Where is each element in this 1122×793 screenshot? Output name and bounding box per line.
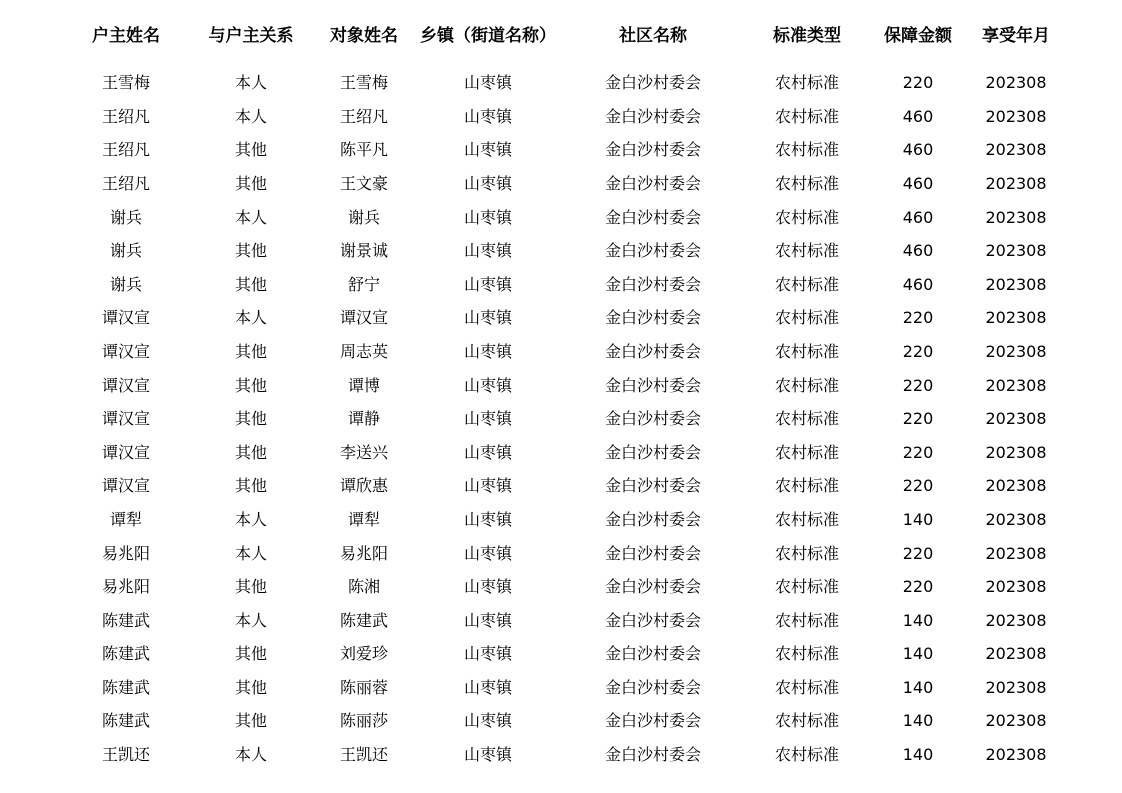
cell-amount: 140 bbox=[902, 610, 934, 630]
cell-person-name: 王雪梅 bbox=[339, 73, 388, 93]
table-row bbox=[60, 301, 1062, 335]
table-row bbox=[60, 133, 1062, 167]
cell-relation: 其他 bbox=[234, 711, 267, 731]
cell-householder-name: 易兆阳 bbox=[101, 543, 150, 563]
cell-householder-name: 谢兵 bbox=[109, 241, 142, 261]
cell-period: 202308 bbox=[985, 577, 1047, 597]
cell-township: 山枣镇 bbox=[463, 543, 512, 563]
cell-standard-type: 农村标准 bbox=[774, 409, 839, 429]
cell-community: 金白沙村委会 bbox=[604, 476, 701, 496]
cell-community: 金白沙村委会 bbox=[604, 745, 701, 765]
column-header-township: 乡镇（街道名称） bbox=[420, 25, 556, 46]
cell-person-name: 刘爱珍 bbox=[339, 644, 388, 664]
cell-householder-name: 陈建武 bbox=[101, 644, 150, 664]
column-header-standard-type: 标准类型 bbox=[773, 25, 841, 46]
cell-community: 金白沙村委会 bbox=[604, 543, 701, 563]
cell-standard-type: 农村标准 bbox=[774, 543, 839, 563]
cell-township: 山枣镇 bbox=[463, 711, 512, 731]
cell-amount: 460 bbox=[902, 274, 934, 294]
cell-person-name: 陈平凡 bbox=[339, 140, 388, 160]
cell-person-name: 谭静 bbox=[347, 409, 380, 429]
cell-relation: 本人 bbox=[234, 610, 267, 630]
cell-relation: 本人 bbox=[234, 745, 267, 765]
cell-community: 金白沙村委会 bbox=[604, 106, 701, 126]
cell-township: 山枣镇 bbox=[463, 577, 512, 597]
table-row bbox=[60, 604, 1062, 638]
cell-standard-type: 农村标准 bbox=[774, 241, 839, 261]
cell-period: 202308 bbox=[985, 274, 1047, 294]
cell-period: 202308 bbox=[985, 610, 1047, 630]
cell-householder-name: 王绍凡 bbox=[101, 106, 150, 126]
cell-period: 202308 bbox=[985, 375, 1047, 395]
cell-township: 山枣镇 bbox=[463, 677, 512, 697]
cell-householder-name: 谭汉宣 bbox=[101, 308, 150, 328]
cell-township: 山枣镇 bbox=[463, 442, 512, 462]
cell-person-name: 谢兵 bbox=[347, 207, 380, 227]
cell-township: 山枣镇 bbox=[463, 375, 512, 395]
cell-period: 202308 bbox=[985, 140, 1047, 160]
cell-person-name: 易兆阳 bbox=[339, 543, 388, 563]
cell-standard-type: 农村标准 bbox=[774, 274, 839, 294]
cell-community: 金白沙村委会 bbox=[604, 711, 701, 731]
cell-township: 山枣镇 bbox=[463, 274, 512, 294]
cell-community: 金白沙村委会 bbox=[604, 442, 701, 462]
cell-period: 202308 bbox=[985, 73, 1047, 93]
cell-township: 山枣镇 bbox=[463, 140, 512, 160]
column-header-person-name: 对象姓名 bbox=[330, 25, 398, 46]
cell-period: 202308 bbox=[985, 241, 1047, 261]
cell-amount: 220 bbox=[902, 577, 934, 597]
cell-householder-name: 谢兵 bbox=[109, 274, 142, 294]
cell-community: 金白沙村委会 bbox=[604, 207, 701, 227]
cell-township: 山枣镇 bbox=[463, 207, 512, 227]
cell-standard-type: 农村标准 bbox=[774, 375, 839, 395]
cell-amount: 140 bbox=[902, 745, 934, 765]
table-row bbox=[60, 268, 1062, 302]
cell-standard-type: 农村标准 bbox=[774, 341, 839, 361]
benefit-records-table bbox=[60, 14, 1062, 771]
cell-relation: 本人 bbox=[234, 543, 267, 563]
cell-period: 202308 bbox=[985, 711, 1047, 731]
cell-householder-name: 谢兵 bbox=[109, 207, 142, 227]
cell-township: 山枣镇 bbox=[463, 241, 512, 261]
table-row bbox=[60, 368, 1062, 402]
cell-householder-name: 王凯还 bbox=[101, 745, 150, 765]
cell-person-name: 陈建武 bbox=[339, 610, 388, 630]
cell-person-name: 舒宁 bbox=[347, 274, 380, 294]
cell-community: 金白沙村委会 bbox=[604, 409, 701, 429]
cell-community: 金白沙村委会 bbox=[604, 73, 701, 93]
cell-standard-type: 农村标准 bbox=[774, 140, 839, 160]
cell-period: 202308 bbox=[985, 476, 1047, 496]
column-header-householder-name: 户主姓名 bbox=[92, 25, 160, 46]
cell-householder-name: 陈建武 bbox=[101, 677, 150, 697]
cell-relation: 本人 bbox=[234, 509, 267, 529]
table-row bbox=[60, 570, 1062, 604]
cell-standard-type: 农村标准 bbox=[774, 476, 839, 496]
cell-standard-type: 农村标准 bbox=[774, 644, 839, 664]
cell-person-name: 陈丽蓉 bbox=[339, 677, 388, 697]
cell-township: 山枣镇 bbox=[463, 509, 512, 529]
cell-community: 金白沙村委会 bbox=[604, 241, 701, 261]
cell-amount: 220 bbox=[902, 543, 934, 563]
cell-township: 山枣镇 bbox=[463, 644, 512, 664]
cell-period: 202308 bbox=[985, 543, 1047, 563]
cell-standard-type: 农村标准 bbox=[774, 577, 839, 597]
cell-amount: 460 bbox=[902, 140, 934, 160]
cell-community: 金白沙村委会 bbox=[604, 677, 701, 697]
table-row bbox=[60, 536, 1062, 570]
cell-township: 山枣镇 bbox=[463, 476, 512, 496]
cell-standard-type: 农村标准 bbox=[774, 73, 839, 93]
cell-amount: 140 bbox=[902, 644, 934, 664]
cell-amount: 220 bbox=[902, 375, 934, 395]
cell-period: 202308 bbox=[985, 745, 1047, 765]
cell-standard-type: 农村标准 bbox=[774, 207, 839, 227]
table-row bbox=[60, 704, 1062, 738]
cell-community: 金白沙村委会 bbox=[604, 341, 701, 361]
cell-person-name: 陈湘 bbox=[347, 577, 380, 597]
cell-householder-name: 陈建武 bbox=[101, 711, 150, 731]
cell-relation: 本人 bbox=[234, 73, 267, 93]
cell-amount: 460 bbox=[902, 241, 934, 261]
cell-amount: 140 bbox=[902, 509, 934, 529]
cell-amount: 220 bbox=[902, 73, 934, 93]
cell-community: 金白沙村委会 bbox=[604, 274, 701, 294]
cell-relation: 本人 bbox=[234, 106, 267, 126]
cell-period: 202308 bbox=[985, 207, 1047, 227]
table-row bbox=[60, 167, 1062, 201]
table-header bbox=[60, 14, 1062, 66]
cell-township: 山枣镇 bbox=[463, 341, 512, 361]
cell-householder-name: 谭汉宣 bbox=[101, 476, 150, 496]
cell-householder-name: 谭汉宣 bbox=[101, 375, 150, 395]
cell-community: 金白沙村委会 bbox=[604, 577, 701, 597]
cell-amount: 460 bbox=[902, 106, 934, 126]
table-header-row bbox=[60, 14, 1062, 66]
cell-relation: 其他 bbox=[234, 375, 267, 395]
cell-relation: 其他 bbox=[234, 644, 267, 664]
cell-householder-name: 易兆阳 bbox=[101, 577, 150, 597]
cell-amount: 460 bbox=[902, 207, 934, 227]
cell-relation: 其他 bbox=[234, 341, 267, 361]
cell-period: 202308 bbox=[985, 106, 1047, 126]
cell-standard-type: 农村标准 bbox=[774, 677, 839, 697]
cell-township: 山枣镇 bbox=[463, 73, 512, 93]
cell-relation: 其他 bbox=[234, 442, 267, 462]
cell-amount: 140 bbox=[902, 711, 934, 731]
cell-amount: 140 bbox=[902, 677, 934, 697]
cell-person-name: 王文豪 bbox=[339, 173, 388, 193]
cell-amount: 220 bbox=[902, 341, 934, 361]
cell-person-name: 陈丽莎 bbox=[339, 711, 388, 731]
cell-householder-name: 谭汉宣 bbox=[101, 341, 150, 361]
cell-period: 202308 bbox=[985, 308, 1047, 328]
cell-person-name: 谭犁 bbox=[347, 509, 380, 529]
cell-householder-name: 谭汉宣 bbox=[101, 409, 150, 429]
cell-householder-name: 谭汉宣 bbox=[101, 442, 150, 462]
cell-person-name: 李送兴 bbox=[339, 442, 388, 462]
cell-relation: 其他 bbox=[234, 677, 267, 697]
cell-period: 202308 bbox=[985, 509, 1047, 529]
cell-period: 202308 bbox=[985, 677, 1047, 697]
cell-amount: 220 bbox=[902, 442, 934, 462]
cell-person-name: 谭欣惠 bbox=[339, 476, 388, 496]
cell-standard-type: 农村标准 bbox=[774, 173, 839, 193]
cell-township: 山枣镇 bbox=[463, 610, 512, 630]
cell-community: 金白沙村委会 bbox=[604, 308, 701, 328]
table-row bbox=[60, 234, 1062, 268]
table-row bbox=[60, 469, 1062, 503]
column-header-relation: 与户主关系 bbox=[208, 25, 294, 46]
cell-householder-name: 陈建武 bbox=[101, 610, 150, 630]
cell-householder-name: 王绍凡 bbox=[101, 173, 150, 193]
cell-township: 山枣镇 bbox=[463, 308, 512, 328]
cell-relation: 其他 bbox=[234, 241, 267, 261]
cell-standard-type: 农村标准 bbox=[774, 610, 839, 630]
cell-standard-type: 农村标准 bbox=[774, 308, 839, 328]
table-row bbox=[60, 200, 1062, 234]
table-row bbox=[60, 436, 1062, 470]
cell-township: 山枣镇 bbox=[463, 409, 512, 429]
table-row bbox=[60, 100, 1062, 134]
cell-relation: 其他 bbox=[234, 173, 267, 193]
cell-relation: 其他 bbox=[234, 577, 267, 597]
cell-householder-name: 谭犁 bbox=[109, 509, 142, 529]
cell-relation: 本人 bbox=[234, 308, 267, 328]
cell-standard-type: 农村标准 bbox=[774, 509, 839, 529]
cell-person-name: 谭博 bbox=[347, 375, 380, 395]
cell-amount: 460 bbox=[902, 173, 934, 193]
cell-amount: 220 bbox=[902, 476, 934, 496]
cell-community: 金白沙村委会 bbox=[604, 375, 701, 395]
cell-community: 金白沙村委会 bbox=[604, 140, 701, 160]
cell-period: 202308 bbox=[985, 644, 1047, 664]
cell-community: 金白沙村委会 bbox=[604, 644, 701, 664]
cell-relation: 其他 bbox=[234, 409, 267, 429]
cell-relation: 其他 bbox=[234, 140, 267, 160]
cell-relation: 其他 bbox=[234, 476, 267, 496]
cell-relation: 其他 bbox=[234, 274, 267, 294]
table-row bbox=[60, 402, 1062, 436]
cell-householder-name: 王绍凡 bbox=[101, 140, 150, 160]
cell-period: 202308 bbox=[985, 409, 1047, 429]
cell-period: 202308 bbox=[985, 341, 1047, 361]
cell-householder-name: 王雪梅 bbox=[101, 73, 150, 93]
cell-amount: 220 bbox=[902, 409, 934, 429]
cell-community: 金白沙村委会 bbox=[604, 610, 701, 630]
cell-relation: 本人 bbox=[234, 207, 267, 227]
cell-person-name: 谭汉宣 bbox=[339, 308, 388, 328]
table-row bbox=[60, 671, 1062, 705]
cell-amount: 220 bbox=[902, 308, 934, 328]
table-row bbox=[60, 738, 1062, 772]
cell-period: 202308 bbox=[985, 442, 1047, 462]
cell-person-name: 王绍凡 bbox=[339, 106, 388, 126]
cell-township: 山枣镇 bbox=[463, 745, 512, 765]
cell-standard-type: 农村标准 bbox=[774, 106, 839, 126]
cell-standard-type: 农村标准 bbox=[774, 442, 839, 462]
cell-community: 金白沙村委会 bbox=[604, 509, 701, 529]
cell-standard-type: 农村标准 bbox=[774, 745, 839, 765]
cell-township: 山枣镇 bbox=[463, 173, 512, 193]
cell-township: 山枣镇 bbox=[463, 106, 512, 126]
cell-person-name: 谢景诚 bbox=[339, 241, 388, 261]
cell-community: 金白沙村委会 bbox=[604, 173, 701, 193]
column-header-period: 享受年月 bbox=[982, 25, 1050, 46]
table-body bbox=[60, 66, 1062, 771]
cell-period: 202308 bbox=[985, 173, 1047, 193]
table-row bbox=[60, 503, 1062, 537]
column-header-amount: 保障金额 bbox=[884, 25, 952, 46]
table-row bbox=[60, 335, 1062, 369]
cell-person-name: 周志英 bbox=[339, 341, 388, 361]
column-header-community: 社区名称 bbox=[619, 25, 687, 46]
table-row bbox=[60, 637, 1062, 671]
table-row bbox=[60, 66, 1062, 100]
cell-standard-type: 农村标准 bbox=[774, 711, 839, 731]
cell-person-name: 王凯还 bbox=[339, 745, 388, 765]
